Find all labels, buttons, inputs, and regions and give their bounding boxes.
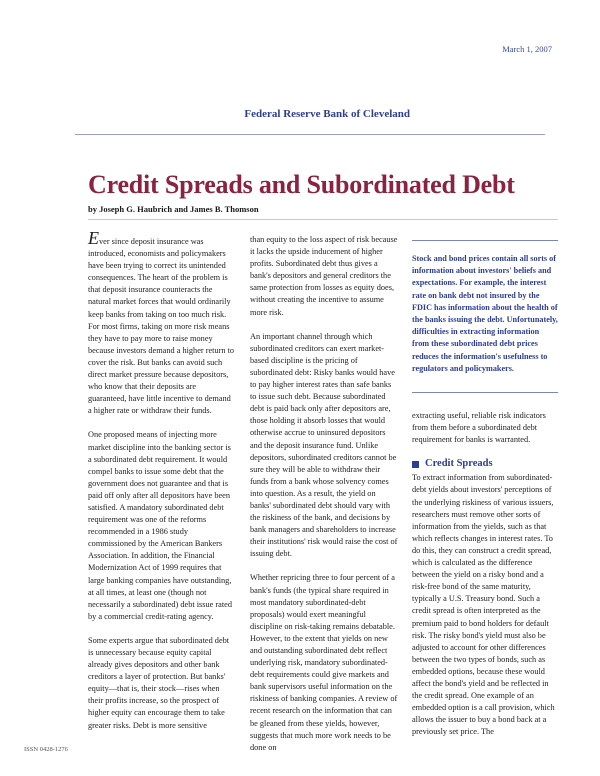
issue-date: March 1, 2007 <box>502 44 552 54</box>
paragraph: To extract information from subordinated-debt yields about investors' perceptions of the underlying riskiness of various issuers, researchers must remove other sorts of information from the yields, such as that which reflects changes in interest rates. To do this, they can construct a credit spread, which is calculated as the difference between the yield on a risky bond and a risk-free bond of the same maturity, typically a U.S. Treasury bond. Such a credit spread is often interpreted as the premium paid to bond holders for default risk. The risky bond's yield must also be adjusted to account for other differences between the two types of bonds, such as embedded options, because these would affect the bond's yield and be reflected in the credit spread. One example of an embedded option is a call provision, which allows the issuer to buy a bond back at a previously set price. The <box>412 473 555 737</box>
column-1 <box>88 228 236 744</box>
paragraph: One proposed means of injecting more market discipline into the banking sector is a subordinated debt requirement. It would compel banks to issue some debt that the government does not guarantee and that is paid off only after all depositors have been satisfied. A mandatory subordinated debt requirement was one of the reforms recommended in a 1986 study commissioned by the American Bankers Association. In addition, the Financial Modernization Act of 1999 requires that large banking companies have outstanding, at all times, at least one (though not necessarily a subordinated) debt issue rated by a commercial credit-rating agency. <box>88 430 232 621</box>
paragraph <box>88 228 236 417</box>
paragraph-text: ver since deposit insurance was introduced, economists and policymakers have been trying to correct its unintended consequences. The heart of the problem is that deposit insurance counteracts the natural market forces that would ordinarily keep banks from taking on too much risk. For most firms, taking on more risk means they have to pay more to raise money because investors demand a higher return to cover the risk. But banks can avoid such direct market pressure because depositors, who know that their deposits are guaranteed, have little incentive to demand a higher rate or withdraw their funds. <box>88 237 235 416</box>
organization-name: Federal Reserve Bank of Cleveland <box>244 108 410 120</box>
paragraph: Some experts argue that subordinated debt is unnecessary because equity capital already gives depositors and other bank creditors a layer of protection. But banks' equity—that is, their stock—rises when their profits increase, so the prospect of higher equity can encourage them to take greater risks. Debt is more sensitive <box>88 635 230 730</box>
issn-number: ISSN 0428-1276 <box>24 746 68 753</box>
article-authors: by Joseph G. Haubrich and James B. Thomson <box>88 204 259 214</box>
section-heading-text: Credit Spreads <box>425 458 493 470</box>
paragraph: than equity to the loss aspect of risk because it lacks the upside inducement of higher profits. Subordinated debt thus gives a bank's depositors and general creditors the same protection from losses as equity does, without creating the incentive to assume more risk. <box>250 235 398 317</box>
header-divider <box>75 134 545 135</box>
paragraph: Whether repricing three to four percent of a bank's funds (the typical share required in most mandatory subordinated-debt proposals) would exert meaningful discipline on risk-taking remains debatable. However, to the extent that yields on new and outstanding subordinated debt reflect underlying risk, mandatory subordinated-debt requirements could give markets and bank supervisors useful information on the riskiness of banking companies. A review of recent research on the information that can be gleaned from these yields, however, suggests that much more work needs to be done on <box>250 573 398 752</box>
pull-quote: Stock and bond prices contain all sorts of information about investors' beliefs and expectations. For example, the interest rate on bank debt not insured by the FDIC has information about the health of the banks issuing the debt. Unfortunately, difficulties in extracting information from these subordinated debt prices reduces the information's usefulness to regulators and policymakers. <box>412 240 558 375</box>
column-2 <box>250 234 398 766</box>
column-3 <box>412 410 560 750</box>
section-heading <box>412 458 560 470</box>
paragraph: An important channel through which subordinated creditors can exert market-based discipline is the pricing of subordinated debt: Risky banks would have to pay higher interest rates than safe banks to issue such debt. Because subordinated debt is paid back only after depositors are, those holding it absorb losses that would otherwise accrue to uninsured depositors and the deposit insurance fund. Unlike depositors, subordinated creditors cannot be sure they will be able to withdraw their funds from a bank whose solvency comes into question. As a result, the yield on banks' subordinated debt should vary with the riskiness of the bank, and decisions by bank managers and shareholders to increase their institutions' risk would raise the cost of issuing debt. <box>250 331 398 559</box>
title-divider <box>88 219 558 220</box>
drop-cap: E <box>88 228 99 248</box>
square-bullet-icon <box>412 461 419 468</box>
pull-quote-divider <box>412 392 558 393</box>
paragraph: extracting useful, reliable risk indicators from them before a subordinated debt requirement for banks is warranted. <box>412 411 546 445</box>
article-title: Credit Spreads and Subordinated Debt <box>88 170 515 199</box>
